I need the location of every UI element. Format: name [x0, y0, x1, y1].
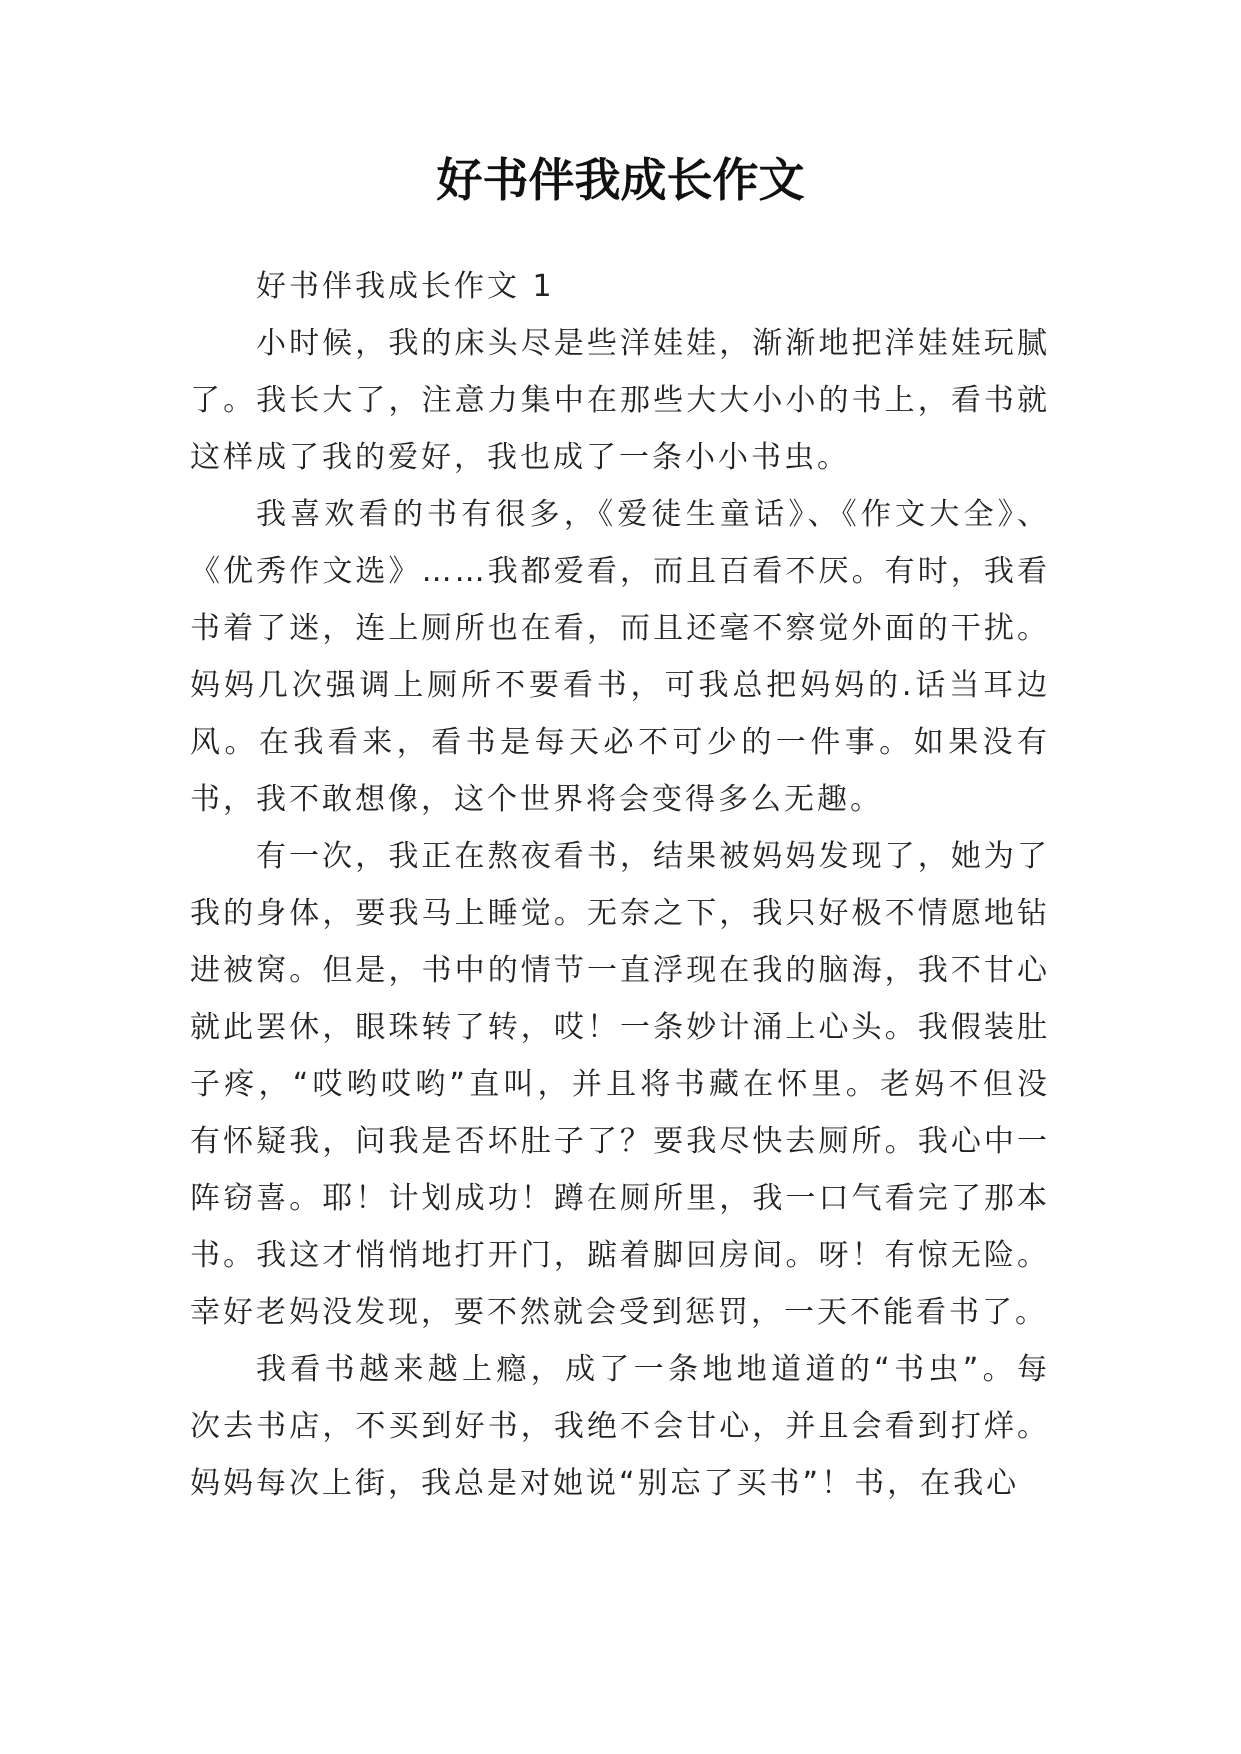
section-heading: 好书伴我成长作文 1 — [256, 269, 555, 304]
paragraph: 我喜欢看的书有很多，《爱徒生童话》、《作文大全》、《优秀作文选》……我都爱看，而且百看不厌。有时，我看书着了迷，连上厕所也在看，而且还毫不察觉外面的干扰。妈妈几次强调上厕所不要看书，可我总把妈妈的.话当耳边风。在我看来，看书是每天必不可少的一件事。如果没有书，我不敢想像，这个世界将会变得多么无趣。 — [190, 497, 1050, 817]
paragraph: 有一次，我正在熬夜看书，结果被妈妈发现了，她为了我的身体，要我马上睡觉。无奈之下，我只好极不情愿地钻进被窝。但是，书中的情节一直浮现在我的脑海，我不甘心就此罢休，眼珠转了转，哎！一条妙计涌上心头。我假装肚子疼，“哎哟哎哟”直叫，并且将书藏在怀里。老妈不但没有怀疑我，问我是否坏肚子了？要我尽快去厕所。我心中一阵窃喜。耶！计划成功！蹲在厕所里，我一口气看完了那本书。我这才悄悄地打开门，踮着脚回房间。呀！有惊无险。幸好老妈没发现，要不然就会受到惩罚，一天不能看书了。 — [190, 839, 1050, 1330]
document-body — [190, 258, 1050, 1512]
paragraph: 我看书越来越上瘾，成了一条地地道道的“书虫”。每次去书店，不买到好书，我绝不会甘心，并且会看到打烊。妈妈每次上街，我总是对她说“别忘了买书”！书，在我心 — [190, 1352, 1050, 1501]
paragraph: 小时候，我的床头尽是些洋娃娃，渐渐地把洋娃娃玩腻了。我长大了，注意力集中在那些大大小小的书上，看书就这样成了我的爱好，我也成了一条小小书虫。 — [190, 326, 1050, 475]
document-title: 好书伴我成长作文 — [436, 153, 805, 207]
